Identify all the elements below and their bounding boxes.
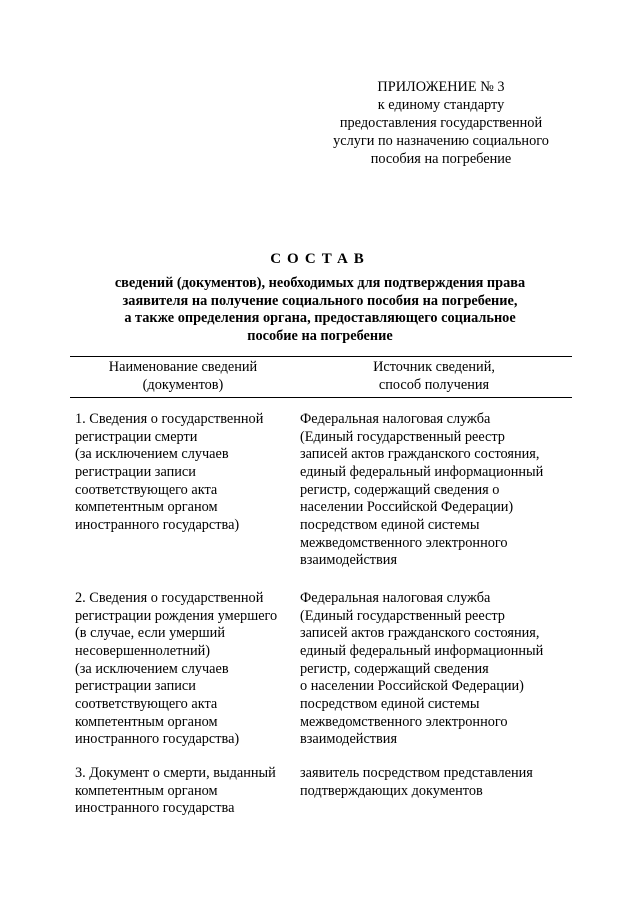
cell-line: межведомственного электронного <box>300 534 508 551</box>
table-row-3-source <box>300 765 575 800</box>
cell-line: регистрации записи <box>75 678 196 695</box>
cell-line: иностранного государства <box>75 800 235 817</box>
cell-line: 2. Сведения о государственной <box>75 590 264 606</box>
cell-line: соответствующего акта <box>75 695 218 712</box>
appendix-line: предоставления государственной <box>339 115 543 131</box>
appendix-line: ПРИЛОЖЕНИЕ № 3 <box>377 79 505 95</box>
cell-line: межведомственного электронного <box>300 713 508 730</box>
table-row-3-name <box>75 765 295 818</box>
cell-line: (Единый государственный реестр <box>300 607 505 624</box>
cell-line: регистр, содержащий сведения о <box>300 481 500 498</box>
table-row-1-name <box>75 411 295 535</box>
appendix-line: к единому стандарту <box>377 97 505 113</box>
cell-line: записей актов гражданского состояния, <box>300 446 540 463</box>
cell-line: населении Российской Федерации) <box>300 499 514 516</box>
cell-line: записей актов гражданского состояния, <box>300 625 540 642</box>
cell-line: регистрации рождения умершего <box>75 607 278 624</box>
header-line: (документов) <box>142 376 224 393</box>
document-title: СОСТАВ <box>270 251 370 267</box>
cell-line: 3. Документ о смерти, выданный <box>75 765 276 781</box>
header-line: Источник сведений, <box>373 359 495 375</box>
cell-line: регистрации записи <box>75 463 196 480</box>
cell-line: взаимодействия <box>300 731 398 748</box>
cell-line: несовершеннолетний) <box>75 642 211 659</box>
cell-line: (Единый государственный реестр <box>300 428 505 445</box>
cell-line: 1. Сведения о государственной <box>75 411 264 427</box>
header-line: способ получения <box>378 376 490 393</box>
appendix-line: пособия на погребение <box>370 151 512 167</box>
subtitle-line: пособие на погребение <box>247 328 393 345</box>
cell-line: компетентным органом <box>75 713 218 730</box>
table-top-rule <box>70 356 572 357</box>
table-row-2-source <box>300 590 575 749</box>
cell-line: подтверждающих документов <box>300 782 483 799</box>
table-header-source <box>296 359 572 394</box>
document-subtitle <box>60 275 580 346</box>
cell-line: компетентным органом <box>75 499 218 516</box>
cell-line: соответствующего акта <box>75 481 218 498</box>
header-line: Наименование сведений <box>108 359 258 375</box>
subtitle-line: сведений (документов), необходимых для подтверждения права <box>114 275 526 291</box>
cell-line: о населении Российской Федерации) <box>300 678 524 695</box>
appendix-line: услуги по назначению социального <box>333 133 549 149</box>
cell-line: посредством единой системы <box>300 516 480 533</box>
subtitle-line: а также определения органа, предоставляющего социальное <box>124 310 516 327</box>
cell-line: (за исключением случаев <box>75 660 229 677</box>
subtitle-line: заявителя на получение социального пособия на погребение, <box>122 292 518 309</box>
table-row-2-name <box>75 590 295 749</box>
cell-line: регистрации смерти <box>75 428 198 445</box>
cell-line: (за исключением случаев <box>75 446 229 463</box>
cell-line: посредством единой системы <box>300 695 480 712</box>
cell-line: взаимодействия <box>300 552 398 569</box>
cell-line: единый федеральный информационный <box>300 642 544 659</box>
cell-line: заявитель посредством представления <box>300 765 533 781</box>
cell-line: иностранного государства) <box>75 516 240 533</box>
cell-line: Федеральная налоговая служба <box>300 411 491 427</box>
cell-line: регистр, содержащий сведения <box>300 660 489 677</box>
table-header-name <box>70 359 296 394</box>
appendix-block <box>300 78 582 168</box>
cell-line: Федеральная налоговая служба <box>300 590 491 606</box>
cell-line: единый федеральный информационный <box>300 463 544 480</box>
table-header-rule <box>70 397 572 398</box>
table-row-1-source <box>300 411 575 570</box>
cell-line: иностранного государства) <box>75 731 240 748</box>
cell-line: (в случае, если умерший <box>75 625 225 642</box>
cell-line: компетентным органом <box>75 782 218 799</box>
